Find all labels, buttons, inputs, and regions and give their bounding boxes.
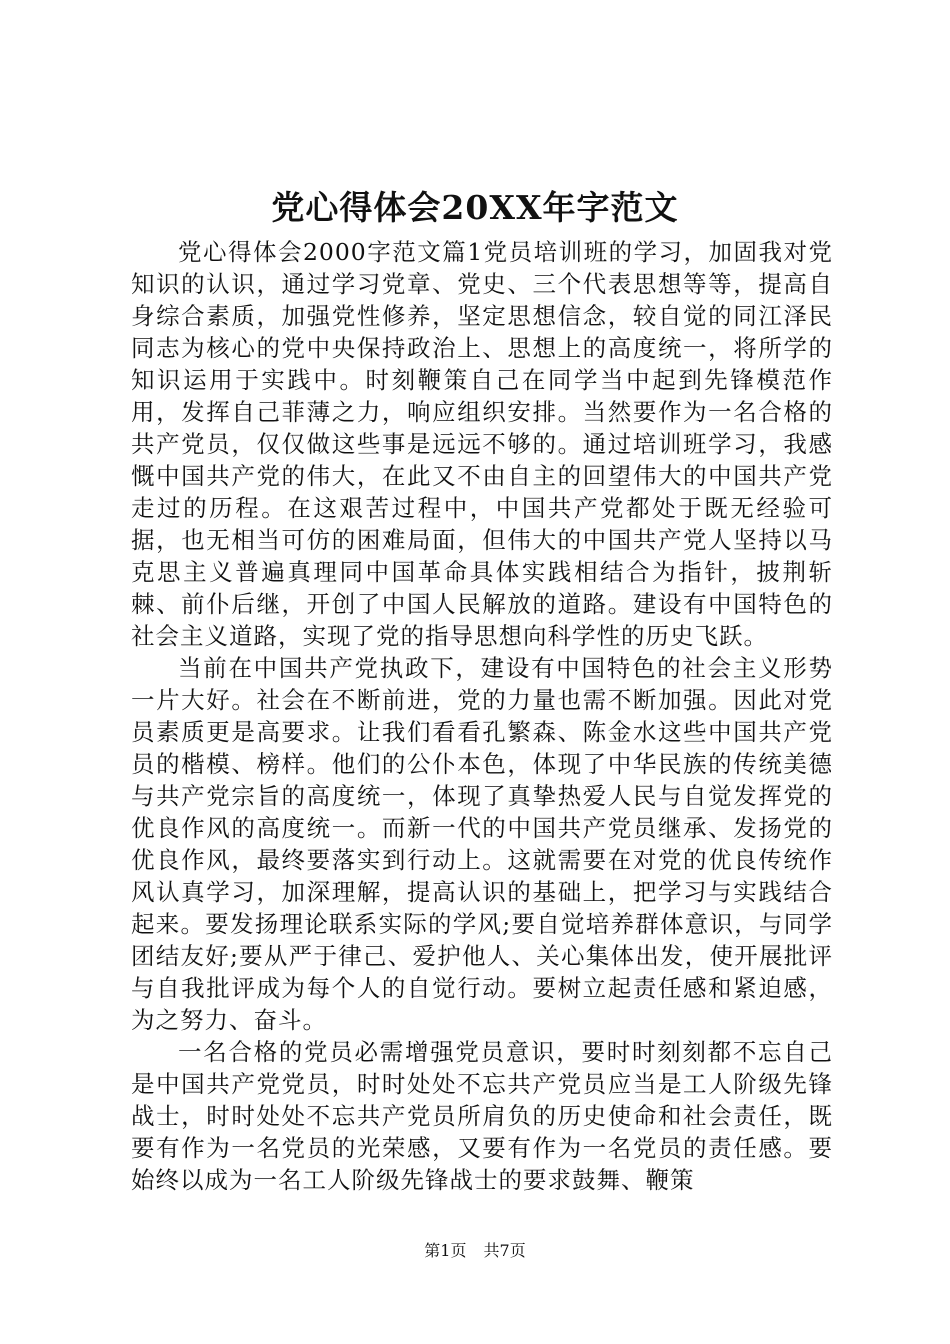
paragraph-2: 当前在中国共产党执政下，建设有中国特色的社会主义形势一片大好。社会在不断前进，党的力量也需不断加强。因此对党员素质更是高要求。让我们看看孔繁森、陈金水这些中国共产党员的楷模、榜样。他们的公仆本色，体现了中华民族的传统美德与共产党宗旨的高度统一，体现了真挚热爱人民与自觉发挥党的优良作风的高度统一。而新一代的中国共产党员继承、发扬党的优良作风，最终要落实到行动上。这就需要在对党的优良传统作风认真学习，加深理解，提高认识的基础上，把学习与实践结合起来。要发扬理论联系实际的学风;要自觉培养群体意识，与同学团结友好;要从严于律己、爱护他人、关心集体出发，使开展批评与自我批评成为每个人的自觉行动。要树立起责任感和紧迫感，为之努力、奋斗。 — [131, 654, 833, 1034]
document-title: 党心得体会20XX年字范文 — [271, 188, 679, 227]
page-total: 共7页 — [483, 1241, 526, 1260]
document-body — [131, 236, 833, 1196]
page-number: 第1页 — [424, 1241, 467, 1260]
paragraph-3: 一名合格的党员必需增强党员意识，要时时刻刻都不忘自己是中国共产党党员，时时处处不忘共产党员应当是工人阶级先锋战士，时时处处不忘共产党员所肩负的历史使命和社会责任，既要有作为一名党员的光荣感，又要有作为一名党员的责任感。要始终以成为一名工人阶级先锋战士的要求鼓舞、鞭策 — [131, 1038, 833, 1194]
page-footer — [0, 1240, 950, 1262]
paragraph-1: 党心得体会2000字范文篇1党员培训班的学习，加固我对党知识的认识，通过学习党章、党史、三个代表思想等等，提高自身综合素质，加强党性修养，坚定思想信念，较自觉的同江泽民同志为核心的党中央保持政治上、思想上的高度统一，将所学的知识运用于实践中。时刻鞭策自己在同学当中起到先锋模范作用，发挥自己菲薄之力，响应组织安排。当然要作为一名合格的共产党员，仅仅做这些事是远远不够的。通过培训班学习，我感慨中国共产党的伟大，在此又不由自主的回望伟大的中国共产党走过的历程。在这艰苦过程中，中国共产党都处于既无经验可据，也无相当可仿的困难局面，但伟大的中国共产党人坚持以马克思主义普遍真理同中国革命具体实践相结合为指针，披荆斩棘、前仆后继，开创了中国人民解放的道路。建设有中国特色的社会主义道路，实现了党的指导思想向科学性的历史飞跃。 — [131, 238, 833, 650]
